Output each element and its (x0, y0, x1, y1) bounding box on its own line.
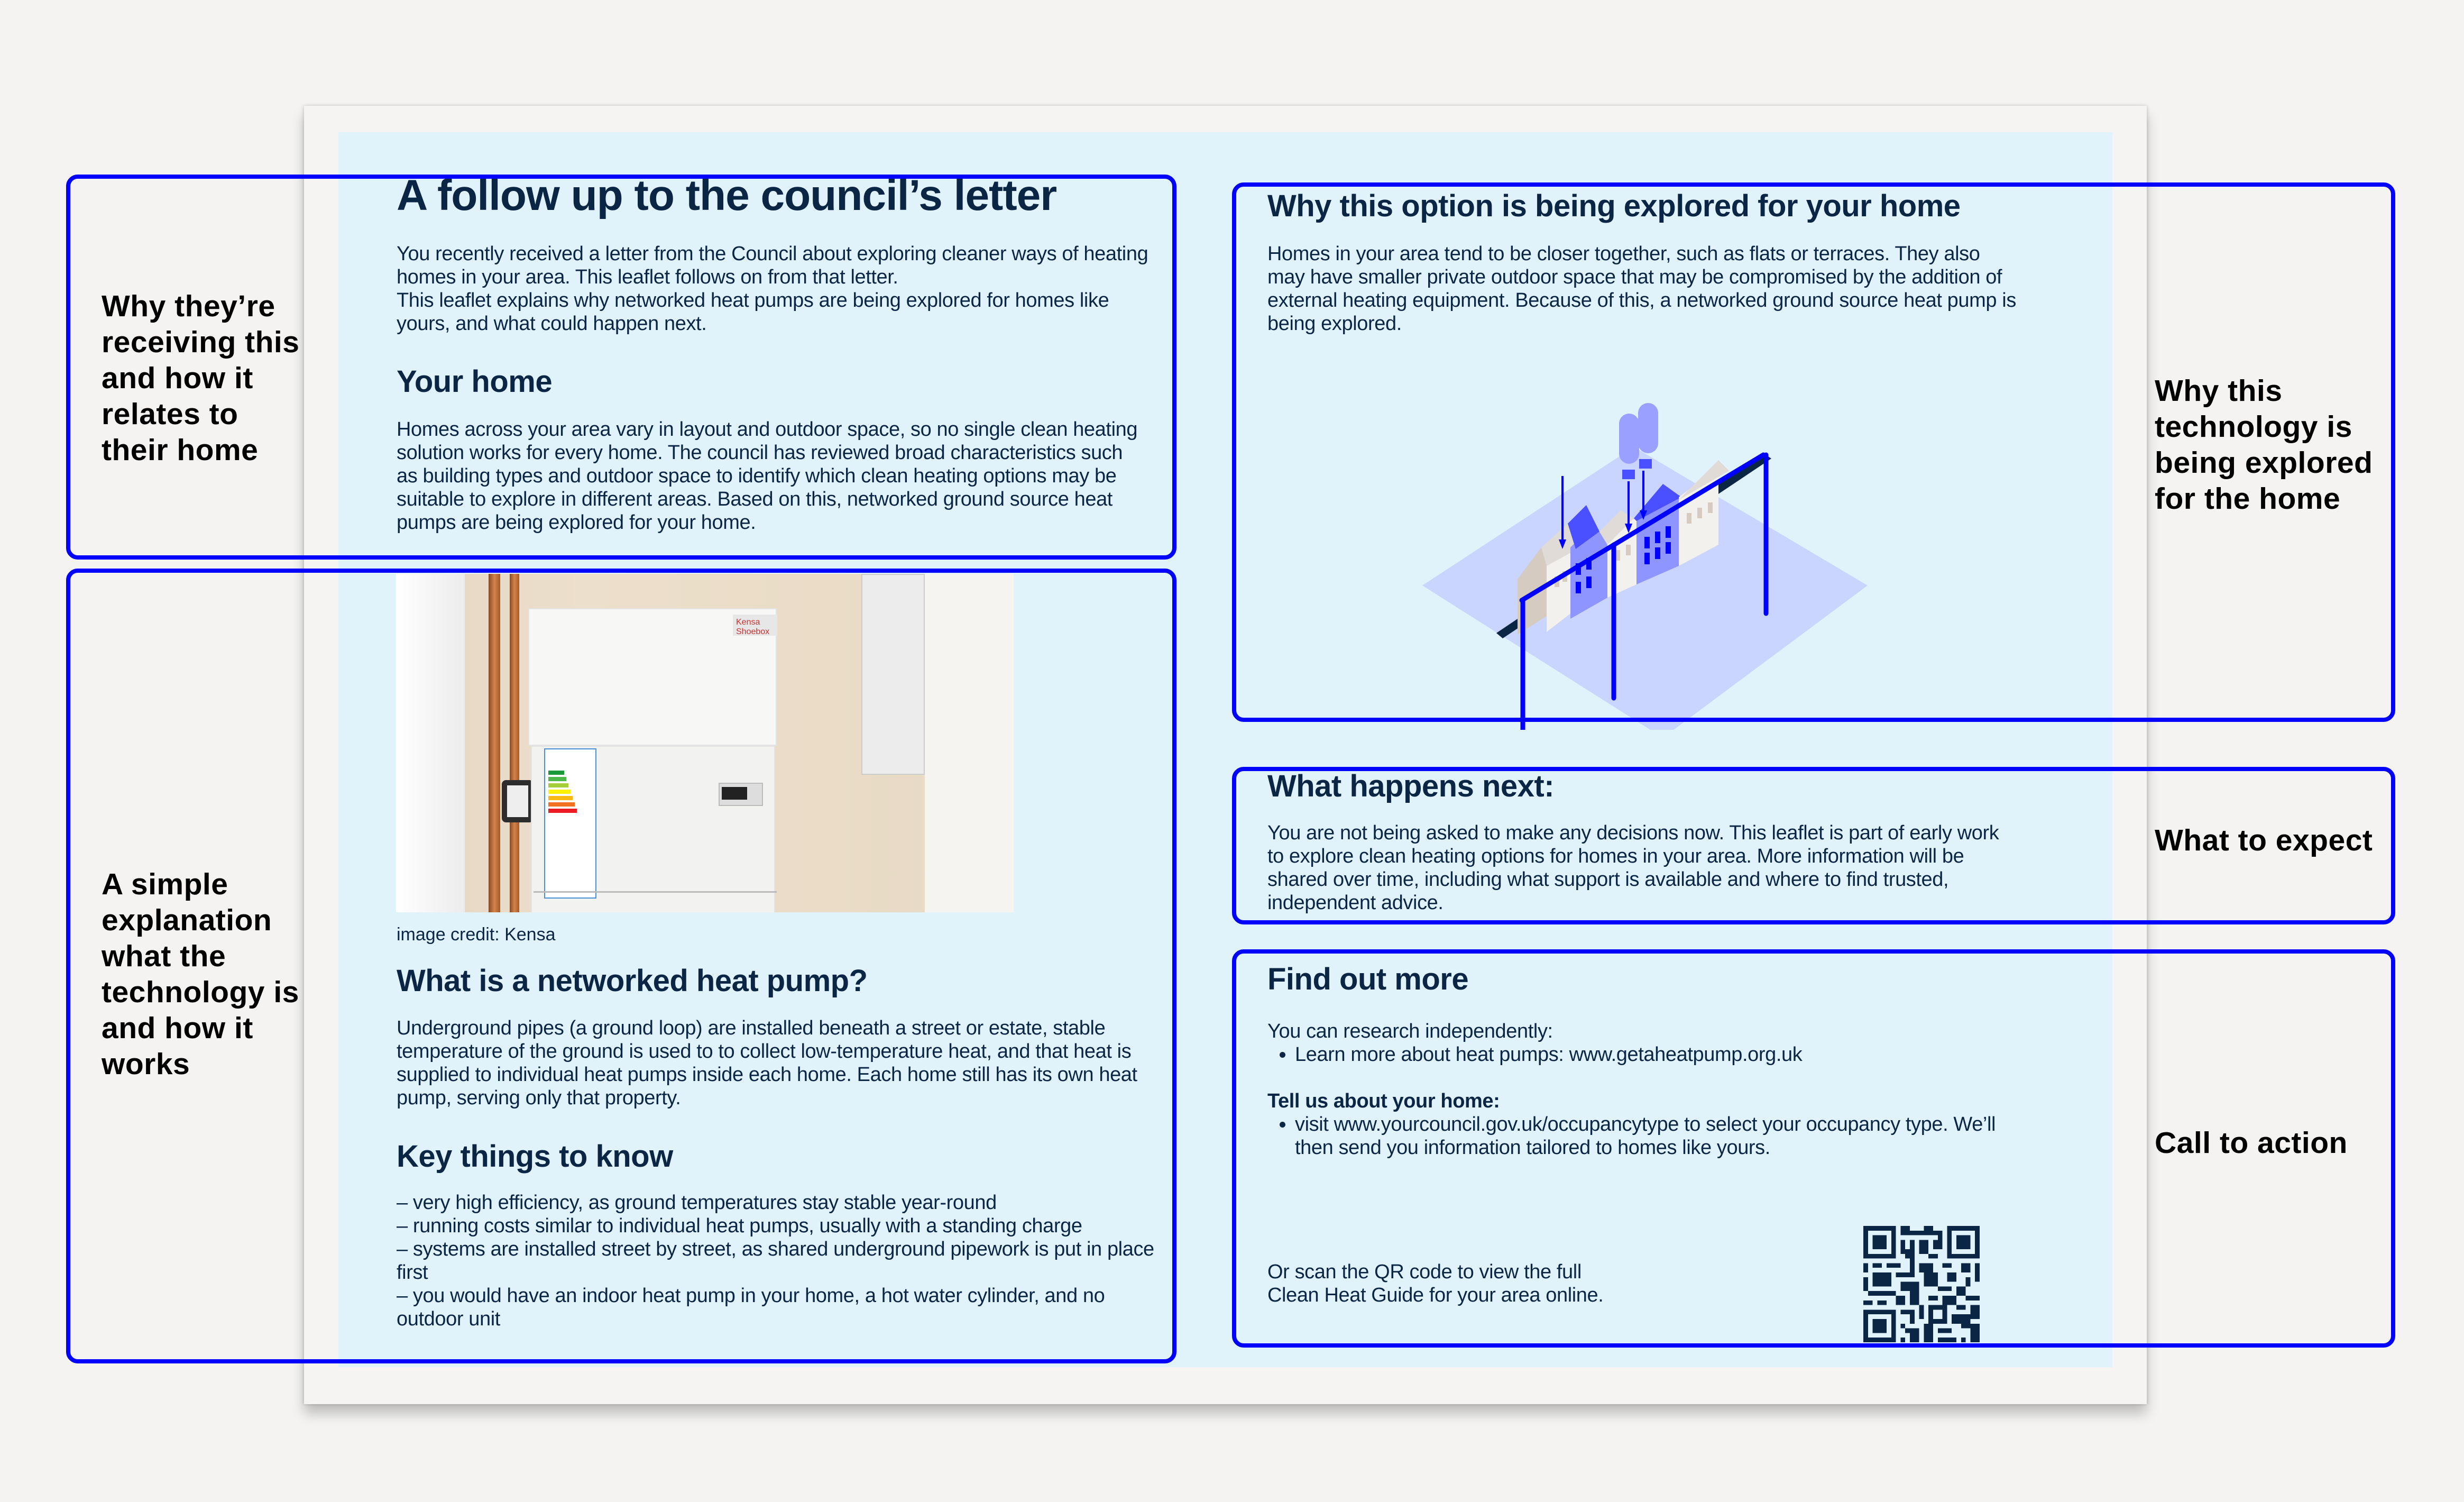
key-things-list (397, 1191, 1158, 1331)
ground-plot (1422, 447, 1868, 730)
key-thing-item: – systems are installed street by street, as shared underground pipework is put in place first (397, 1238, 1154, 1284)
what-next-heading: What happens next: (1267, 769, 1555, 803)
circulation-pump (502, 780, 534, 822)
copper-pipe (510, 574, 519, 912)
why-option-body: Homes in your area tend to be closer together, such as flats or terraces. They also may have smaller private outdoor space that may be compromised by the addition of external heating equipment. Because of this, a networked ground source heat pump is being explored. (1267, 243, 2016, 335)
brand-badge: Kensa Shoebox (733, 615, 777, 636)
door-frame-right (925, 574, 1014, 912)
terrace-ground-loop-illustration (1422, 391, 1877, 730)
heat-pump-unit-top (528, 608, 777, 746)
key-thing-item: – very high efficiency, as ground temperatures stay stable year-round (397, 1192, 997, 1214)
what-next-body: You are not being asked to make any decisions now. This leaflet is part of early work to explore clean heating options for homes in your area. More information will be shared over time, including what support is available and where to find trusted, independent advice. (1267, 822, 1999, 914)
tell-us-heading: Tell us about your home: (1267, 1090, 1500, 1112)
key-thing-item: – you would have an indoor heat pump in your home, a hot water cylinder, and no outdoor unit (397, 1285, 1105, 1330)
qr-text-line-2: Clean Heat Guide for your area online. (1267, 1284, 1604, 1306)
door-frame (396, 574, 465, 912)
what-is-heading: What is a networked heat pump? (397, 964, 868, 998)
research-link-item[interactable]: • Learn more about heat pumps: www.getaheatpump.org.uk (1295, 1043, 2034, 1066)
qr-code[interactable] (1863, 1226, 1980, 1342)
intro-line-1: You recently received a letter from the Council about exploring cleaner ways of heating homes in your area. This leaflet follows on from that letter. (397, 243, 1148, 288)
find-out-more-content (1267, 1020, 2034, 1159)
qr-instructions (1267, 1260, 1743, 1307)
heat-pump-photo (396, 574, 1014, 912)
image-credit: image credit: Kensa (397, 924, 556, 945)
intro-paragraph (397, 242, 1163, 335)
research-intro: You can research independently: (1267, 1020, 1553, 1042)
your-home-body: Homes across your area vary in layout and outdoor space, so no single clean heating solution works for every home. The council has reviewed broad characteristics such as building types and outdoor space to identify which clean heating options may be suitable to explore in different areas. Based on this, networked ground source heat pumps are being explored for your home. (397, 418, 1138, 534)
annotation-label-why-technology: Why this technology is being explored for the home (2155, 374, 2373, 516)
annotation-label-explanation: A simple explanation what the technology is and how it works (102, 867, 299, 1081)
research-list (1267, 1043, 2034, 1066)
key-things-heading: Key things to know (397, 1139, 673, 1174)
annotation-label-cta: Call to action (2155, 1126, 2348, 1160)
find-out-more-heading: Find out more (1267, 962, 1469, 996)
copper-pipe (489, 574, 500, 912)
your-home-heading: Your home (397, 364, 553, 399)
why-option-heading: Why this option is being explored for your home (1267, 189, 1961, 223)
annotation-label-receiving: Why they’re receiving this and how it relates to their home (102, 289, 300, 467)
tell-us-list (1267, 1113, 2034, 1159)
electrical-box (861, 574, 925, 775)
leaflet-title: A follow up to the council’s letter (397, 171, 1057, 219)
intro-line-2: This leaflet explains why networked heat pumps are being explored for homes like yours, and what could happen next. (397, 289, 1109, 335)
energy-label (544, 748, 596, 899)
control-display (719, 783, 763, 806)
what-is-body: Underground pipes (a ground loop) are installed beneath a street or estate, stable temperature of the ground is used to to collect low-temperature heat, and that heat is supplied to individual heat pumps inside each home. Each home still has its own heat pump, serving only that property. (397, 1017, 1137, 1109)
occupancy-link-item[interactable]: • visit www.yourcouncil.gov.uk/occupancytype to select your occupancy type. We’ll then send you information tailored to homes like yours. (1295, 1113, 2034, 1159)
unit-hinge (534, 891, 777, 893)
key-thing-item: – running costs similar to individual heat pumps, usually with a standing charge (397, 1215, 1082, 1237)
annotation-label-expect: What to expect (2155, 823, 2373, 857)
qr-text-line-1: Or scan the QR code to view the full (1267, 1261, 1582, 1283)
